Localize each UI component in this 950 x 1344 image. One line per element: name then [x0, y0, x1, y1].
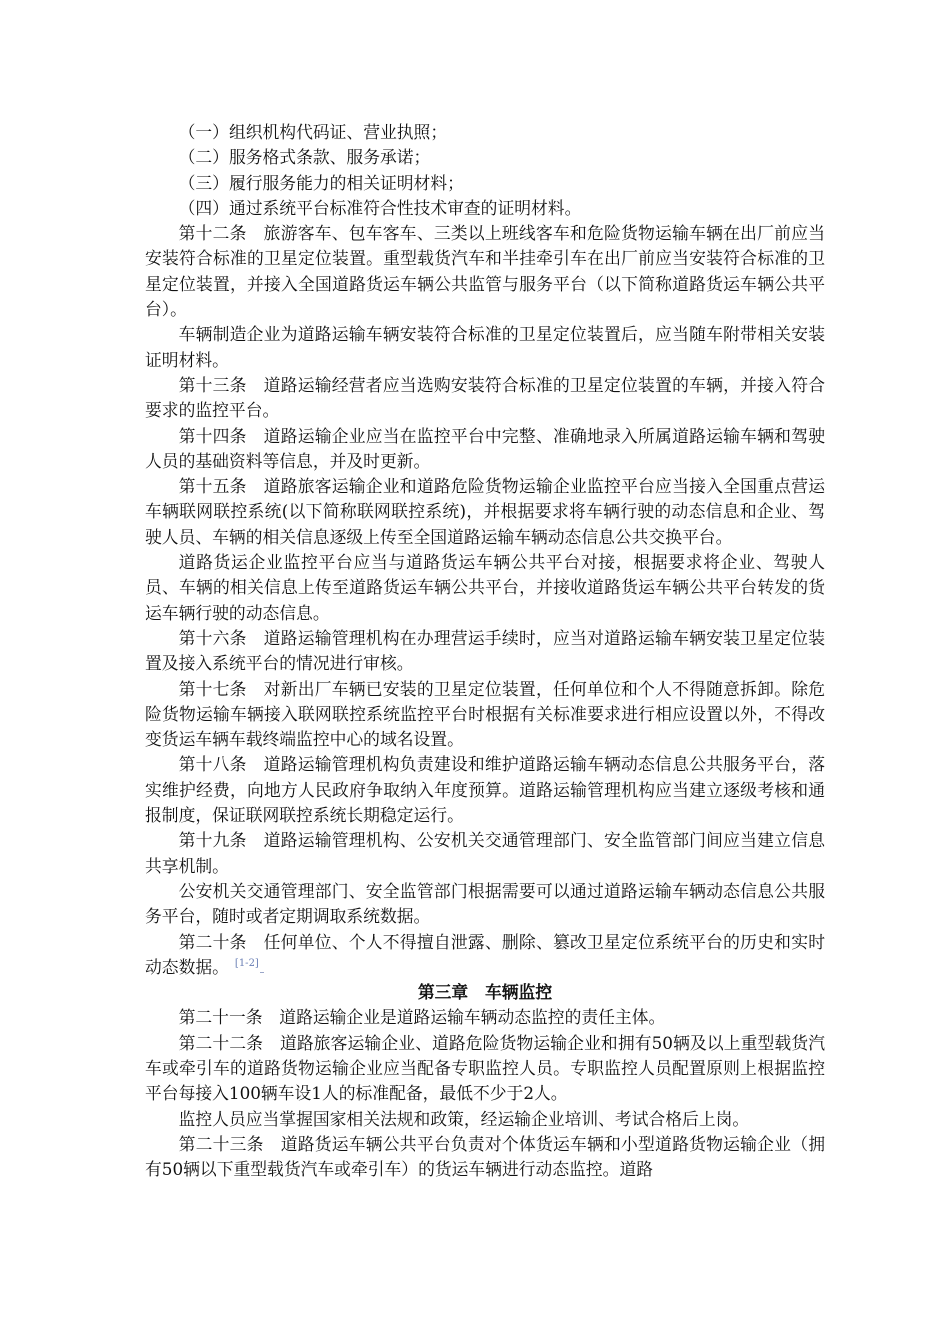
article-19: 第十九条 道路运输管理机构、公安机关交通管理部门、安全监管部门间应当建立信息共享机制。: [145, 830, 825, 876]
article-15: 第十五条 道路旅客运输企业和道路危险货物运输企业监控平台应当接入全国重点营运车辆联网联控系统(以下简称联网联控系统)，并根据要求将车辆行驶的动态信息和企业、驾驶人员、车辆的相关信息逐级上传至全国道路运输车辆动态信息公共交换平台。: [145, 476, 825, 547]
article-17: 第十七条 对新出厂车辆已安装的卫星定位装置，任何单位和个人不得随意拆卸。除危险货物运输车辆接入联网联控系统监控平台时根据有关标准要求进行相应设置以外，不得改变货运车辆车载终端监控中心的域名设置。: [145, 678, 825, 750]
article-20-text: 第二十条 任何单位、个人不得擅自泄露、删除、篡改卫星定位系统平台的历史和实时动态数据。: [145, 931, 825, 977]
article-16: 第十六条 道路运输管理机构在办理营运手续时，应当对道路运输车辆安装卫星定位装置及接入系统平台的情况进行审核。: [145, 627, 825, 674]
citation-link[interactable]: [1-2]: [234, 958, 259, 970]
paragraph: （四）通过系统平台标准符合性技术审查的证明材料。: [178, 197, 582, 218]
article-14: 第十四条 道路运输企业应当在监控平台中完整、准确地录入所属道路运输车辆和驾驶人员的基础资料等信息，并及时更新。: [145, 425, 825, 471]
paragraph: 公安机关交通管理部门、安全监管部门根据需要可以通过道路运输车辆动态信息公共服务平台，随时或者定期调取系统数据。: [145, 880, 825, 927]
paragraph: 监控人员应当掌握国家相关法规和政策，经运输企业培训、考试合格后上岗。: [178, 1108, 750, 1129]
chapter-title: 第三章 车辆监控: [417, 982, 553, 1003]
paragraph: （三）履行服务能力的相关证明材料；: [178, 172, 464, 193]
paragraph: （一）组织机构代码证、营业执照；: [178, 122, 448, 142]
document-page: [145, 120, 825, 1182]
paragraph: 车辆制造企业为道路运输车辆安装符合标准的卫星定位装置后，应当随车附带相关安装证明材料。: [145, 324, 825, 370]
article-21: 第二十一条 道路运输企业是道路运输车辆动态监控的责任主体。: [178, 1007, 666, 1028]
article-18: 第十八条 道路运输管理机构负责建设和维护道路运输车辆动态信息公共服务平台，落实维护经费，向地方人民政府争取纳入年度预算。道路运输管理机构应当建立逐级考核和通报制度，保证联网联控系统长期稳定运行。: [145, 754, 825, 826]
article-22: 第二十二条 道路旅客运输企业、道路危险货物运输企业和拥有50辆及以上重型载货汽车或牵引车的道路货物运输企业应当配备专职监控人员。专职监控人员配置原则上根据监控平台每接入100辆车设1人的标准配备，最低不少于2人。: [145, 1032, 825, 1104]
citation-underline: [260, 972, 264, 973]
article-23: 第二十三条 道路货运车辆公共平台负责对个体货运车辆和小型道路货物运输企业（拥有50辆以下重型载货汽车或牵引车）的货运车辆进行动态监控。道路: [145, 1133, 825, 1180]
paragraph: 道路货运企业监控平台应当与道路货运车辆公共平台对接，根据要求将企业、驾驶人员、车辆的相关信息上传至道路货运车辆公共平台，并接收道路货运车辆公共平台转发的货运车辆行驶的动态信息。: [145, 552, 825, 623]
paragraph: （二）服务格式条款、服务承诺；: [178, 147, 431, 168]
article-12: 第十二条 旅游客车、包车客车、三类以上班线客车和危险货物运输车辆在出厂前应当安装符合标准的卫星定位装置。重型载货汽车和半挂牵引车在出厂前应当安装符合标准的卫星定位装置，并接入全国道路货运车辆公共监管与服务平台（以下简称道路货运车辆公共平台）。: [145, 223, 825, 320]
article-20: [145, 930, 825, 981]
article-13: 第十三条 道路运输经营者应当选购安装符合标准的卫星定位装置的车辆，并接入符合要求的监控平台。: [145, 374, 825, 421]
